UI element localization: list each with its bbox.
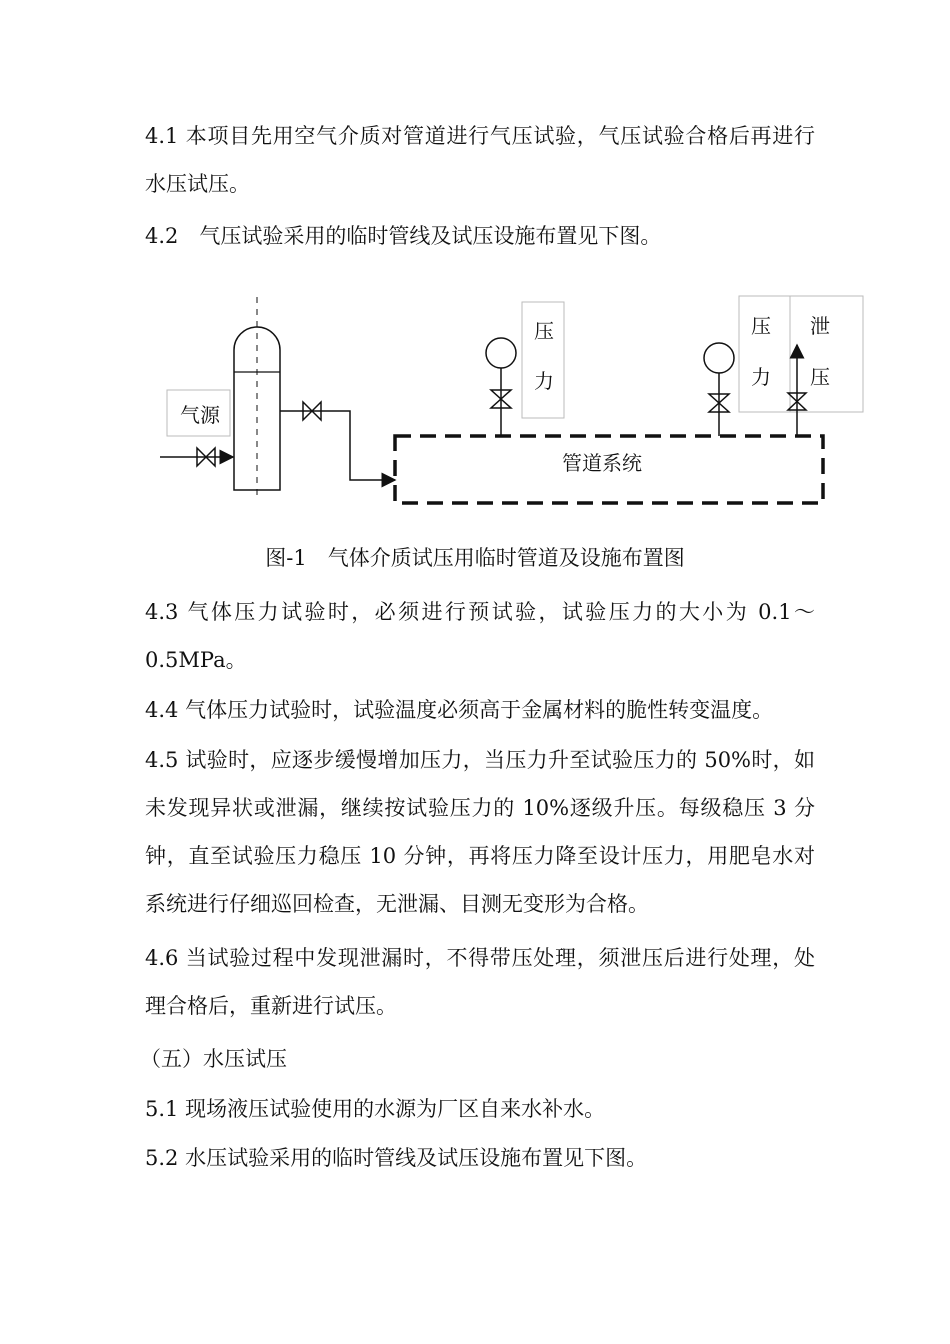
pressure-gauge-1-icon (486, 338, 516, 436)
pipe-system-label: 管道系统 (562, 451, 642, 475)
gauge-2-label-top: 压 (751, 314, 771, 338)
paragraph-5-1: 5.1 现场液压试验使用的水源为厂区自来水补水。 (145, 1097, 606, 1121)
vent-label-top: 泄 (810, 314, 830, 338)
buffer-vessel-icon (234, 297, 280, 500)
vent-label-bottom: 压 (810, 365, 830, 389)
gauge-1-label-top: 压 (534, 319, 554, 343)
outlet-line (280, 411, 395, 480)
pressure-test-diagram (0, 0, 950, 540)
paragraph-5-2: 5.2 水压试验采用的临时管线及试压设施布置见下图。 (145, 1146, 648, 1170)
gauge-2-label-bottom: 力 (751, 365, 771, 389)
paragraph-4-4: 4.4 气体压力试验时，试验温度必须高于金属材料的脆性转变温度。 (145, 698, 774, 722)
section-5-heading: （五）水压试压 (140, 1047, 287, 1071)
figure-caption: 图-1 气体介质试压用临时管道及设施布置图 (265, 546, 685, 570)
paragraph-4-2: 4.2 气压试验采用的临时管线及试压设施布置见下图。 (145, 224, 662, 248)
paragraph-4-1: 4.1 本项目先用空气介质对管道进行气压试验，气压试验合格后再进行水压试压。 (145, 124, 815, 196)
paragraph-4-3: 4.3 气体压力试验时，必须进行预试验，试验压力的大小为 0.1～0.5MPa。 (145, 600, 815, 672)
paragraph-4-5: 4.5 试验时，应逐步缓慢增加压力，当压力升至试验压力的 50%时，如未发现异状或泄漏，继续按试验压力的 10%逐级升压。每级稳压 3 分钟，直至试验压力稳压 10 分钟，再将压力降至设计压力，用肥皂水对系统进行仔细巡回检查，无泄漏、目测无变形为合格。 (145, 748, 815, 916)
gas-source-label: 气源 (180, 403, 220, 427)
vent-valve-icon (788, 345, 806, 436)
paragraph-4-6: 4.6 当试验过程中发现泄漏时，不得带压处理，须泄压后进行处理，处理合格后，重新进行试压。 (145, 946, 815, 1018)
pressure-gauge-2-icon (704, 343, 734, 436)
gauge-1-label-bottom: 力 (534, 369, 554, 393)
